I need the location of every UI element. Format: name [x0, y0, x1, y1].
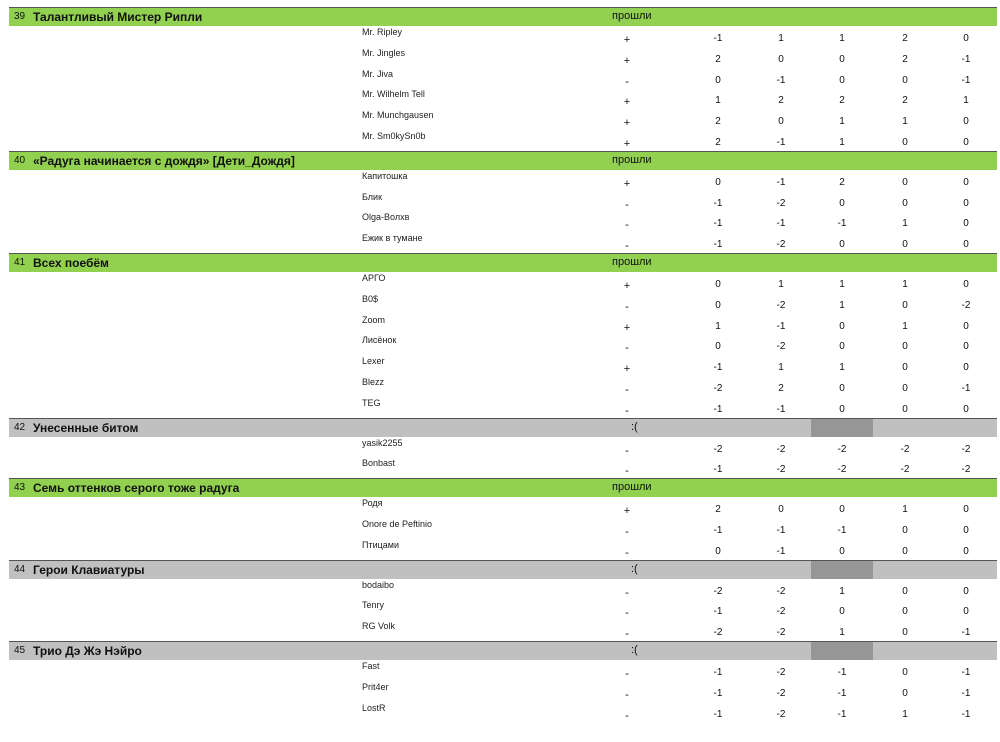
score-cell: 2 [715, 53, 721, 65]
member-mark: + [623, 363, 631, 376]
member-mark: - [625, 709, 629, 722]
member-mark: - [625, 342, 629, 355]
member-mark: + [623, 96, 631, 109]
score-cell: 0 [902, 176, 908, 188]
score-cell: 2 [778, 383, 784, 394]
team-name: «Радуга начинается с дождя» [Дети_Дождя] [33, 153, 295, 168]
team-header [9, 418, 997, 437]
score-cell: 2 [902, 33, 908, 44]
score-cell: 0 [963, 218, 969, 230]
member-mark: - [625, 607, 629, 620]
member-mark: + [623, 117, 631, 130]
score-cell: 2 [839, 95, 845, 107]
score-cell: -1 [713, 606, 723, 618]
member-name: RG Volk [362, 621, 396, 632]
score-cell: 0 [778, 53, 784, 65]
score-cell: 0 [902, 403, 908, 415]
member-mark: - [625, 688, 629, 701]
score-cell: 0 [839, 197, 845, 209]
member-row [9, 26, 997, 47]
score-cell: 2 [839, 176, 845, 188]
score-cell: 0 [715, 545, 721, 557]
score-cell: 1 [839, 362, 845, 374]
score-cell: -1 [837, 687, 847, 699]
score-cell: 0 [715, 279, 721, 290]
score-cell: 0 [902, 667, 908, 678]
score-cell: -1 [961, 383, 971, 394]
member-name: Bonbast [362, 458, 396, 469]
score-cell: 0 [839, 320, 845, 332]
failed-marker-cell [811, 561, 873, 579]
score-cell: -2 [776, 197, 786, 209]
failed-marker-cell [811, 419, 873, 437]
score-cell: 0 [902, 239, 908, 251]
score-cell: -1 [961, 687, 971, 699]
member-mark: + [623, 505, 631, 518]
member-name: Fast [362, 661, 380, 671]
score-cell: 0 [839, 341, 845, 353]
member-row [9, 88, 997, 109]
score-cell: -2 [837, 464, 847, 476]
score-cell: 0 [902, 627, 908, 639]
score-cell: -2 [776, 585, 786, 597]
score-cell: 0 [902, 341, 908, 353]
score-cell: 0 [715, 74, 721, 86]
member-mark: - [625, 526, 629, 538]
score-cell: 0 [963, 176, 969, 188]
member-name: Родя [362, 498, 383, 509]
member-name: Mr. Ripley [362, 27, 403, 37]
team-header [9, 560, 997, 579]
score-cell: -1 [713, 525, 723, 536]
score-cell: 0 [963, 197, 969, 209]
score-cell: -2 [776, 708, 786, 720]
score-cell: 0 [902, 545, 908, 557]
member-mark: + [623, 280, 631, 292]
score-cell: -1 [961, 667, 971, 678]
score-cell: -1 [713, 218, 723, 230]
member-mark: - [625, 75, 629, 88]
score-cell: 0 [902, 585, 908, 597]
score-cell: 0 [778, 504, 784, 516]
score-cell: 0 [902, 383, 908, 394]
score-cell: 1 [778, 362, 784, 374]
member-row [9, 497, 997, 518]
score-cell: 0 [902, 299, 908, 311]
score-cell: -2 [837, 443, 847, 455]
member-name: LostR [362, 702, 386, 713]
score-cell: 0 [963, 606, 969, 618]
member-name: yasik2255 [362, 437, 403, 448]
score-cell: 0 [715, 341, 721, 353]
score-cell: -1 [713, 464, 723, 476]
score-cell: 0 [839, 403, 845, 415]
member-row [9, 211, 997, 232]
score-cell: -2 [961, 464, 971, 476]
member-row [9, 681, 997, 702]
score-cell: 1 [902, 504, 908, 516]
score-cell: 0 [902, 362, 908, 374]
score-cell: -2 [776, 464, 786, 476]
team-number: 42 [14, 421, 26, 433]
member-row [9, 437, 997, 458]
member-name: Птицами [362, 539, 399, 550]
member-row [9, 334, 997, 355]
member-row [9, 660, 997, 681]
member-row [9, 47, 997, 68]
score-cell: -2 [713, 585, 723, 597]
member-row [9, 130, 997, 151]
score-cell: 0 [963, 33, 969, 44]
score-cell: 0 [963, 525, 969, 536]
score-cell: 1 [839, 627, 845, 639]
score-cell: -2 [713, 383, 723, 394]
score-cell: 0 [963, 279, 969, 290]
score-cell: -1 [776, 218, 786, 230]
member-mark: - [625, 668, 629, 680]
score-cell: 0 [963, 137, 969, 148]
failed-marker-cell [811, 642, 873, 660]
member-mark: - [625, 219, 629, 232]
team-name: Талантливый Мистер Рипли [33, 10, 203, 24]
team-header [9, 641, 997, 660]
member-row [9, 620, 997, 641]
team-name: Всех поебём [33, 256, 109, 270]
team-status: прошли [612, 481, 652, 494]
score-cell: -1 [713, 687, 723, 699]
score-cell: 0 [963, 403, 969, 415]
team-number: 43 [14, 482, 26, 494]
score-cell: -2 [776, 606, 786, 618]
score-cell: 1 [963, 95, 969, 107]
team-name: Трио Дэ Жэ Нэйро [33, 644, 142, 658]
score-cell: 0 [839, 545, 845, 557]
member-name: Olga-Волхв [362, 212, 410, 223]
member-row [9, 599, 997, 620]
score-cell: 1 [715, 320, 721, 332]
score-cell: 0 [963, 239, 969, 251]
score-cell: 0 [839, 74, 845, 86]
score-cell: -2 [961, 299, 971, 311]
score-cell: -1 [713, 362, 723, 374]
member-mark: + [623, 138, 631, 150]
score-cell: 0 [963, 341, 969, 353]
team-number: 40 [14, 154, 26, 166]
member-name: Mr. Jiva [362, 68, 394, 79]
member-name: Mr. Munchgausen [362, 110, 434, 121]
member-name: Mr. Sm0kySn0b [362, 131, 426, 141]
team-header [9, 253, 997, 272]
member-mark: - [625, 628, 629, 641]
member-row [9, 191, 997, 212]
team-number: 41 [14, 257, 26, 268]
score-cell: 0 [902, 687, 908, 699]
score-cell: 0 [839, 53, 845, 65]
member-name: АРГО [362, 273, 386, 283]
team-status: :( [631, 562, 638, 575]
score-cell: -2 [776, 341, 786, 353]
member-row [9, 232, 997, 253]
member-name: Blezz [362, 377, 385, 387]
score-cell: 2 [715, 504, 721, 516]
score-cell: -1 [776, 525, 786, 536]
member-mark: + [623, 177, 631, 190]
team-status: прошли [612, 256, 652, 268]
score-cell: 0 [902, 606, 908, 618]
team-header [9, 478, 997, 497]
score-cell: 0 [715, 176, 721, 188]
score-cell: -1 [837, 525, 847, 536]
score-cell: -2 [776, 443, 786, 455]
member-row [9, 579, 997, 600]
score-cell: 0 [839, 504, 845, 516]
score-cell: -2 [713, 627, 723, 639]
member-name: B0$ [362, 293, 379, 304]
score-cell: -2 [776, 687, 786, 699]
score-cell: 0 [902, 525, 908, 536]
member-mark: + [623, 321, 631, 334]
member-mark: - [625, 586, 629, 599]
score-cell: 1 [839, 299, 845, 311]
score-cell: 0 [902, 137, 908, 148]
score-cell: 0 [778, 116, 784, 128]
score-cell: -1 [713, 403, 723, 415]
score-cell: 1 [902, 218, 908, 230]
member-row [9, 397, 997, 418]
score-cell: 0 [963, 585, 969, 597]
member-name: Капитошка [362, 170, 408, 181]
score-cell: 1 [715, 95, 721, 107]
score-cell: 1 [778, 33, 784, 44]
score-cell: 1 [902, 320, 908, 332]
member-name: TEG [362, 397, 381, 408]
score-cell: 2 [715, 116, 721, 128]
score-cell: 1 [839, 33, 845, 44]
score-cell: -1 [776, 320, 786, 332]
member-name: Tenry [362, 600, 385, 611]
team-number: 45 [14, 645, 26, 656]
score-cell: 0 [902, 74, 908, 86]
score-cell: 0 [839, 383, 845, 394]
score-cell: -2 [776, 299, 786, 311]
member-row [9, 376, 997, 397]
score-cell: -1 [776, 137, 786, 148]
team-name: Семь оттенков серого тоже радуга [33, 481, 240, 496]
member-name: Mr. Wilhelm Tell [362, 89, 425, 100]
member-mark: - [625, 546, 629, 559]
score-cell: 0 [963, 362, 969, 374]
score-cell: 0 [902, 197, 908, 209]
score-cell: 0 [963, 504, 969, 516]
member-mark: - [625, 198, 629, 211]
score-cell: 1 [839, 137, 845, 148]
team-header [9, 7, 997, 26]
score-cell: -1 [837, 708, 847, 720]
team-header [9, 151, 997, 170]
score-cell: 1 [902, 279, 908, 290]
member-mark: + [623, 54, 631, 67]
score-cell: 1 [839, 116, 845, 128]
member-name: Zoom [362, 314, 386, 325]
member-row [9, 109, 997, 130]
score-cell: 1 [902, 116, 908, 128]
score-cell: -1 [776, 403, 786, 415]
score-cell: -1 [713, 33, 723, 44]
score-cell: -2 [776, 627, 786, 639]
score-cell: 2 [902, 95, 908, 107]
score-cell: 2 [902, 53, 908, 65]
member-mark: + [623, 34, 631, 46]
score-cell: -1 [776, 74, 786, 86]
member-name: Блик [362, 191, 383, 202]
score-cell: -2 [900, 464, 910, 476]
member-name: Лисёнок [362, 335, 397, 346]
score-cell: -1 [713, 667, 723, 678]
member-row [9, 68, 997, 89]
member-mark: - [625, 240, 629, 253]
score-cell: -2 [961, 443, 971, 455]
member-name: Mr. Jingles [362, 47, 406, 58]
member-mark: - [625, 384, 629, 396]
score-cell: 1 [778, 279, 784, 290]
score-cell: 0 [839, 239, 845, 251]
member-mark: - [625, 404, 629, 417]
member-name: bodaibo [362, 579, 395, 590]
team-number: 39 [14, 11, 26, 22]
score-cell: 0 [715, 299, 721, 311]
score-cell: -1 [776, 176, 786, 188]
team-name: Герои Клавиатуры [33, 562, 145, 577]
member-row [9, 272, 997, 293]
score-cell: -2 [776, 239, 786, 251]
member-mark: - [625, 444, 629, 457]
score-cell: -1 [961, 708, 971, 720]
member-row [9, 457, 997, 478]
team-status: прошли [612, 10, 652, 22]
score-cell: 0 [963, 320, 969, 332]
member-name: Prit4er [362, 681, 389, 692]
score-cell: -1 [713, 239, 723, 251]
score-cell: 2 [778, 95, 784, 107]
score-cell: -1 [776, 545, 786, 557]
score-cell: 1 [902, 708, 908, 720]
score-cell: -1 [713, 197, 723, 209]
score-cell: -1 [713, 708, 723, 720]
team-number: 44 [14, 563, 26, 575]
score-cell: 0 [963, 116, 969, 128]
member-row [9, 518, 997, 539]
member-row [9, 170, 997, 191]
member-name: Ежик в тумане [362, 233, 423, 244]
member-name: Onore de Peftinio [362, 519, 433, 529]
score-cell: -1 [961, 74, 971, 86]
member-row [9, 355, 997, 376]
score-cell: 1 [839, 279, 845, 290]
team-status: :( [631, 420, 638, 433]
member-row [9, 293, 997, 314]
score-cell: -2 [776, 667, 786, 678]
member-name: Lexer [362, 356, 385, 367]
score-cell: -1 [961, 627, 971, 639]
score-cell: -1 [961, 53, 971, 65]
score-cell: 0 [963, 545, 969, 557]
team-status: прошли [612, 153, 652, 166]
score-cell: -2 [713, 443, 723, 455]
member-mark: - [625, 300, 629, 313]
team-status: :( [631, 644, 638, 656]
score-cell: -1 [837, 218, 847, 230]
member-row [9, 539, 997, 560]
score-cell: 2 [715, 137, 721, 148]
score-cell: 1 [839, 585, 845, 597]
member-row [9, 702, 997, 723]
member-row [9, 314, 997, 335]
score-cell: -2 [900, 443, 910, 455]
score-cell: -1 [837, 667, 847, 678]
team-name: Унесенные битом [33, 420, 139, 435]
score-cell: 0 [839, 606, 845, 618]
member-mark: - [625, 465, 629, 478]
